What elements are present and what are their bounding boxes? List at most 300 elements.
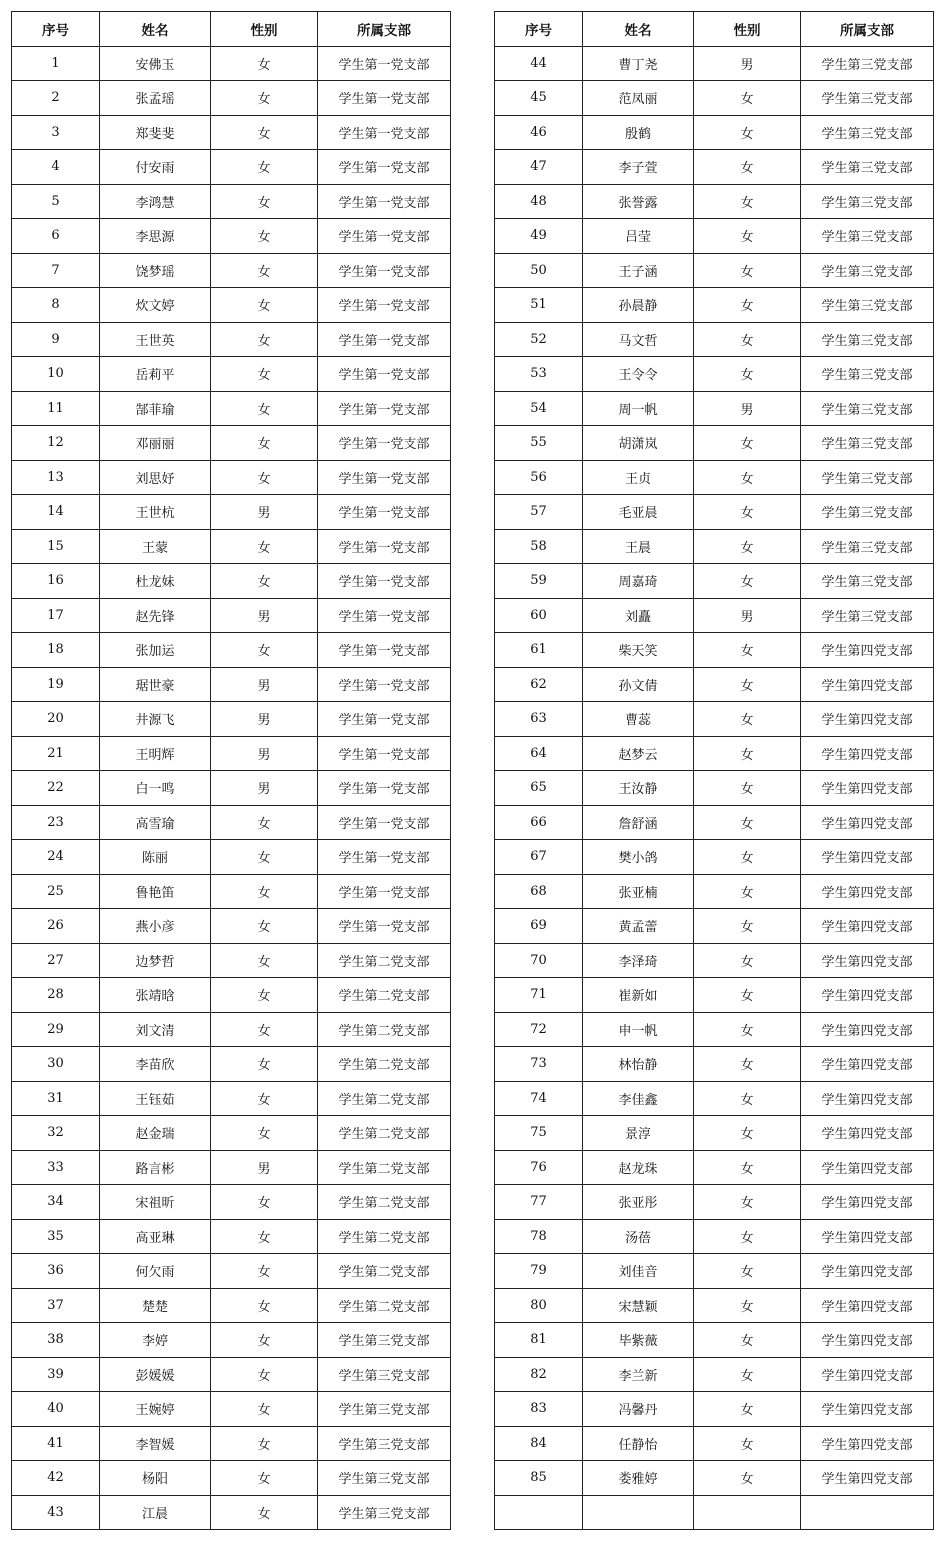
cell-branch: 学生第四党支部: [801, 633, 934, 668]
cell-name: 赵金瑞: [100, 1116, 211, 1151]
cell-index: 64: [495, 736, 583, 771]
cell-branch: 学生第四党支部: [801, 1254, 934, 1289]
header-gender: 性别: [694, 12, 801, 47]
cell-branch: 学生第三党支部: [801, 219, 934, 254]
table-row: [12, 495, 451, 530]
table-row: [12, 322, 451, 357]
header-index: 序号: [495, 12, 583, 47]
cell-branch: 学生第一党支部: [318, 702, 451, 737]
cell-index: 60: [495, 598, 583, 633]
cell-gender: 女: [211, 1219, 318, 1254]
cell-branch: 学生第二党支部: [318, 1081, 451, 1116]
cell-name: 李苗欣: [100, 1047, 211, 1082]
cell-name: 刘文清: [100, 1012, 211, 1047]
table-row: [12, 840, 451, 875]
table-row: [12, 81, 451, 116]
cell-gender: 女: [694, 115, 801, 150]
table-row: [12, 702, 451, 737]
table-row: [495, 322, 934, 357]
table-row: [12, 1461, 451, 1496]
table-row: [495, 426, 934, 461]
cell-index: 18: [12, 633, 100, 668]
cell-name: 王贞: [583, 460, 694, 495]
cell-branch: 学生第三党支部: [801, 322, 934, 357]
cell-index: 70: [495, 943, 583, 978]
table-row: [495, 219, 934, 254]
cell-name: 王世杭: [100, 495, 211, 530]
cell-branch: 学生第二党支部: [318, 943, 451, 978]
cell-name: 张加运: [100, 633, 211, 668]
cell-name: 李兰新: [583, 1357, 694, 1392]
cell-name: 李泽琦: [583, 943, 694, 978]
cell-name: 范凤丽: [583, 81, 694, 116]
cell-index: 56: [495, 460, 583, 495]
table-row: [12, 1012, 451, 1047]
cell-name: 毕紫薇: [583, 1323, 694, 1358]
table-row: [495, 46, 934, 81]
cell-index: 58: [495, 529, 583, 564]
cell-branch: 学生第三党支部: [801, 81, 934, 116]
cell-name: 胡潇岚: [583, 426, 694, 461]
cell-name: 李子萱: [583, 150, 694, 185]
cell-gender: 女: [211, 1254, 318, 1289]
table-row: [12, 1288, 451, 1323]
cell-name: 高亚琳: [100, 1219, 211, 1254]
table-row: [12, 633, 451, 668]
cell-branch: 学生第一党支部: [318, 598, 451, 633]
cell-index: 24: [12, 840, 100, 875]
cell-branch: 学生第二党支部: [318, 978, 451, 1013]
cell-branch: 学生第三党支部: [801, 150, 934, 185]
cell-index: 36: [12, 1254, 100, 1289]
cell-name: 琚世豪: [100, 667, 211, 702]
cell-branch: 学生第四党支部: [801, 1047, 934, 1082]
table-row: [12, 150, 451, 185]
cell-branch: 学生第三党支部: [801, 564, 934, 599]
table-row: [495, 736, 934, 771]
cell-name: 刘矗: [583, 598, 694, 633]
cell-index: 48: [495, 184, 583, 219]
table-row: [495, 702, 934, 737]
cell-gender: 男: [211, 771, 318, 806]
cell-index: 50: [495, 253, 583, 288]
cell-name: 林怡静: [583, 1047, 694, 1082]
table-row: [495, 1288, 934, 1323]
cell-index: 41: [12, 1426, 100, 1461]
cell-name: 张亚彤: [583, 1185, 694, 1220]
table-row: [12, 1495, 451, 1530]
cell-name: 邓丽丽: [100, 426, 211, 461]
table-row: [495, 840, 934, 875]
cell-gender: 女: [694, 150, 801, 185]
cell-branch: 学生第三党支部: [318, 1461, 451, 1496]
cell-name: 赵龙珠: [583, 1150, 694, 1185]
cell-gender: 女: [694, 1012, 801, 1047]
table-row: [495, 529, 934, 564]
cell-name: 杜龙妹: [100, 564, 211, 599]
roster-body-left: [12, 46, 451, 1530]
table-row: [12, 1254, 451, 1289]
cell-gender: 女: [694, 495, 801, 530]
cell-gender: 女: [211, 46, 318, 81]
cell-index: 5: [12, 184, 100, 219]
cell-name: 彭媛媛: [100, 1357, 211, 1392]
cell-gender: 男: [211, 736, 318, 771]
table-row: [12, 219, 451, 254]
cell-index: 71: [495, 978, 583, 1013]
cell-name: 何欠雨: [100, 1254, 211, 1289]
cell-branch: 学生第一党支部: [318, 736, 451, 771]
cell-name: 柴天笑: [583, 633, 694, 668]
cell-gender: 女: [694, 322, 801, 357]
cell-branch: 学生第三党支部: [318, 1323, 451, 1358]
cell-gender: 男: [211, 667, 318, 702]
header-name: 姓名: [100, 12, 211, 47]
cell-name: 宋祖昕: [100, 1185, 211, 1220]
cell-index: 13: [12, 460, 100, 495]
header-row: [495, 12, 934, 47]
cell-gender: 女: [211, 322, 318, 357]
cell-name: 詹舒涵: [583, 805, 694, 840]
cell-branch: 学生第三党支部: [801, 288, 934, 323]
cell-name: 吕莹: [583, 219, 694, 254]
cell-index: 22: [12, 771, 100, 806]
cell-branch: 学生第一党支部: [318, 150, 451, 185]
cell-index: 27: [12, 943, 100, 978]
cell-branch: 学生第一党支部: [318, 529, 451, 564]
cell-index: 15: [12, 529, 100, 564]
cell-branch: 学生第一党支部: [318, 184, 451, 219]
table-row: [12, 46, 451, 81]
cell-index: 57: [495, 495, 583, 530]
cell-index: 43: [12, 1495, 100, 1530]
table-row: [495, 564, 934, 599]
cell-index: 7: [12, 253, 100, 288]
cell-index: 69: [495, 909, 583, 944]
table-row: [12, 357, 451, 392]
cell-gender: 女: [211, 1012, 318, 1047]
table-row: [12, 771, 451, 806]
cell-gender: 女: [694, 1116, 801, 1151]
cell-gender: 女: [211, 1288, 318, 1323]
cell-name: 宋慧颖: [583, 1288, 694, 1323]
table-row: [495, 805, 934, 840]
cell-gender: 女: [694, 840, 801, 875]
cell-branch: 学生第四党支部: [801, 805, 934, 840]
cell-index: 49: [495, 219, 583, 254]
cell-index: 76: [495, 1150, 583, 1185]
cell-branch: 学生第四党支部: [801, 1288, 934, 1323]
cell-name: 马文哲: [583, 322, 694, 357]
cell-branch: 学生第四党支部: [801, 667, 934, 702]
cell-index: 31: [12, 1081, 100, 1116]
cell-branch: 学生第四党支部: [801, 1219, 934, 1254]
table-row: [495, 184, 934, 219]
cell-index: 85: [495, 1461, 583, 1496]
table-row: [495, 357, 934, 392]
cell-index: 20: [12, 702, 100, 737]
cell-gender: 女: [211, 288, 318, 323]
cell-branch: 学生第一党支部: [318, 874, 451, 909]
cell-branch: 学生第一党支部: [318, 771, 451, 806]
cell-gender: 女: [211, 460, 318, 495]
cell-name: 冯馨丹: [583, 1392, 694, 1427]
table-row: [12, 667, 451, 702]
cell-gender: 女: [211, 909, 318, 944]
cell-branch: 学生第一党支部: [318, 391, 451, 426]
cell-branch: 学生第四党支部: [801, 1392, 934, 1427]
cell-name: 崔新如: [583, 978, 694, 1013]
cell-name: 王令令: [583, 357, 694, 392]
cell-branch: 学生第一党支部: [318, 460, 451, 495]
cell-name: 王明辉: [100, 736, 211, 771]
cell-branch: 学生第三党支部: [801, 46, 934, 81]
cell-branch: 学生第一党支部: [318, 633, 451, 668]
table-row: [495, 1185, 934, 1220]
cell-gender: 女: [694, 633, 801, 668]
cell-gender: 女: [211, 1081, 318, 1116]
table-row: [12, 184, 451, 219]
cell-branch: 学生第二党支部: [318, 1185, 451, 1220]
roster-table-left: [11, 11, 451, 1530]
cell-name: 路言彬: [100, 1150, 211, 1185]
cell-gender: 男: [211, 598, 318, 633]
cell-gender: 女: [694, 460, 801, 495]
cell-name: 王世英: [100, 322, 211, 357]
cell-index: 16: [12, 564, 100, 599]
cell-gender: 男: [694, 598, 801, 633]
cell-index: 37: [12, 1288, 100, 1323]
cell-name: 王钰茹: [100, 1081, 211, 1116]
cell-name: 毛亚晨: [583, 495, 694, 530]
cell-name: 娄雅婷: [583, 1461, 694, 1496]
cell-gender: 女: [694, 1392, 801, 1427]
cell-branch: 学生第二党支部: [318, 1150, 451, 1185]
cell-name: 鲁艳笛: [100, 874, 211, 909]
cell-name: 杨阳: [100, 1461, 211, 1496]
cell-branch: 学生第一党支部: [318, 667, 451, 702]
table-row: [495, 1047, 934, 1082]
table-row: [495, 1081, 934, 1116]
cell-index: 75: [495, 1116, 583, 1151]
cell-branch: 学生第三党支部: [801, 426, 934, 461]
cell-index: 6: [12, 219, 100, 254]
table-row: [495, 460, 934, 495]
cell-gender: 女: [694, 288, 801, 323]
cell-gender: [694, 1495, 801, 1530]
cell-index: 32: [12, 1116, 100, 1151]
cell-gender: 女: [211, 943, 318, 978]
table-row: [12, 1219, 451, 1254]
cell-index: 46: [495, 115, 583, 150]
cell-name: 申一帆: [583, 1012, 694, 1047]
cell-index: 61: [495, 633, 583, 668]
cell-branch: [801, 1495, 934, 1530]
cell-index: 63: [495, 702, 583, 737]
cell-branch: 学生第四党支部: [801, 874, 934, 909]
cell-name: 樊小鸽: [583, 840, 694, 875]
cell-gender: 女: [694, 1461, 801, 1496]
cell-branch: 学生第三党支部: [801, 253, 934, 288]
cell-branch: 学生第三党支部: [801, 115, 934, 150]
cell-branch: 学生第二党支部: [318, 1116, 451, 1151]
table-row: [495, 81, 934, 116]
cell-name: 付安雨: [100, 150, 211, 185]
table-row: [495, 253, 934, 288]
cell-gender: 女: [694, 426, 801, 461]
cell-branch: 学生第一党支部: [318, 115, 451, 150]
table-row: [495, 1461, 934, 1496]
table-row: [12, 253, 451, 288]
cell-branch: 学生第四党支部: [801, 909, 934, 944]
cell-gender: 女: [694, 253, 801, 288]
cell-index: 23: [12, 805, 100, 840]
table-row: [495, 115, 934, 150]
cell-name: 周一帆: [583, 391, 694, 426]
table-row: [12, 426, 451, 461]
cell-gender: 女: [694, 771, 801, 806]
cell-index: 33: [12, 1150, 100, 1185]
cell-index: 39: [12, 1357, 100, 1392]
cell-name: 张靖晗: [100, 978, 211, 1013]
table-row: [495, 943, 934, 978]
cell-index: 47: [495, 150, 583, 185]
table-row: [12, 288, 451, 323]
cell-branch: 学生第三党支部: [318, 1357, 451, 1392]
cell-branch: 学生第三党支部: [801, 460, 934, 495]
header-branch: 所属支部: [801, 12, 934, 47]
cell-branch: 学生第四党支部: [801, 1081, 934, 1116]
cell-name: 任静怡: [583, 1426, 694, 1461]
cell-branch: 学生第二党支部: [318, 1219, 451, 1254]
cell-branch: 学生第一党支部: [318, 805, 451, 840]
table-row: [12, 943, 451, 978]
cell-name: 张誉露: [583, 184, 694, 219]
cell-branch: 学生第一党支部: [318, 426, 451, 461]
cell-gender: 女: [694, 943, 801, 978]
cell-name: 高雪瑜: [100, 805, 211, 840]
cell-index: 80: [495, 1288, 583, 1323]
cell-name: 饶梦瑶: [100, 253, 211, 288]
cell-gender: 女: [694, 978, 801, 1013]
cell-gender: 女: [694, 184, 801, 219]
table-row: [12, 1323, 451, 1358]
cell-gender: 女: [211, 978, 318, 1013]
cell-index: 35: [12, 1219, 100, 1254]
cell-name: 安佛玉: [100, 46, 211, 81]
cell-gender: 女: [211, 81, 318, 116]
cell-name: 张孟瑶: [100, 81, 211, 116]
table-row: [495, 391, 934, 426]
table-row: [495, 1323, 934, 1358]
cell-name: 王蒙: [100, 529, 211, 564]
cell-gender: 女: [694, 1185, 801, 1220]
cell-gender: 女: [694, 1288, 801, 1323]
cell-gender: 女: [694, 736, 801, 771]
header-branch: 所属支部: [318, 12, 451, 47]
cell-gender: 女: [211, 1461, 318, 1496]
cell-gender: 女: [694, 1150, 801, 1185]
table-row: [495, 771, 934, 806]
cell-index: 66: [495, 805, 583, 840]
cell-branch: 学生第四党支部: [801, 943, 934, 978]
cell-branch: 学生第一党支部: [318, 288, 451, 323]
cell-branch: 学生第三党支部: [801, 529, 934, 564]
cell-index: 55: [495, 426, 583, 461]
cell-branch: 学生第四党支部: [801, 1323, 934, 1358]
cell-gender: 女: [694, 805, 801, 840]
cell-branch: 学生第三党支部: [801, 391, 934, 426]
cell-branch: 学生第一党支部: [318, 564, 451, 599]
cell-gender: 女: [211, 874, 318, 909]
cell-branch: 学生第一党支部: [318, 322, 451, 357]
cell-index: 59: [495, 564, 583, 599]
cell-name: 黄孟蕾: [583, 909, 694, 944]
cell-gender: 女: [211, 357, 318, 392]
cell-index: 65: [495, 771, 583, 806]
cell-index: 83: [495, 1392, 583, 1427]
cell-gender: 女: [694, 1047, 801, 1082]
cell-branch: 学生第一党支部: [318, 357, 451, 392]
cell-gender: 女: [211, 1357, 318, 1392]
table-row: [495, 909, 934, 944]
table-row: [12, 736, 451, 771]
header-gender: 性别: [211, 12, 318, 47]
table-row: [495, 1426, 934, 1461]
cell-name: 岳莉平: [100, 357, 211, 392]
cell-branch: 学生第一党支部: [318, 219, 451, 254]
cell-branch: 学生第四党支部: [801, 1116, 934, 1151]
cell-branch: 学生第三党支部: [318, 1392, 451, 1427]
cell-gender: 女: [694, 357, 801, 392]
cell-name: 炊文婷: [100, 288, 211, 323]
cell-gender: 女: [694, 1323, 801, 1358]
cell-index: 44: [495, 46, 583, 81]
cell-name: 赵先锋: [100, 598, 211, 633]
cell-index: 72: [495, 1012, 583, 1047]
cell-gender: 女: [211, 150, 318, 185]
cell-branch: 学生第三党支部: [318, 1495, 451, 1530]
cell-gender: 女: [211, 564, 318, 599]
roster-table-right: [494, 11, 934, 1530]
cell-index: 81: [495, 1323, 583, 1358]
cell-name: 李思源: [100, 219, 211, 254]
cell-branch: 学生第四党支部: [801, 978, 934, 1013]
cell-gender: 女: [694, 529, 801, 564]
cell-name: 赵梦云: [583, 736, 694, 771]
cell-index: 34: [12, 1185, 100, 1220]
header-index: 序号: [12, 12, 100, 47]
cell-gender: 女: [211, 1047, 318, 1082]
cell-name: 殷鹤: [583, 115, 694, 150]
cell-index: [495, 1495, 583, 1530]
cell-gender: 女: [211, 1426, 318, 1461]
cell-branch: 学生第三党支部: [801, 357, 934, 392]
cell-gender: 女: [211, 1323, 318, 1358]
cell-index: 79: [495, 1254, 583, 1289]
cell-index: 38: [12, 1323, 100, 1358]
cell-gender: 女: [694, 1219, 801, 1254]
cell-index: 25: [12, 874, 100, 909]
cell-branch: 学生第四党支部: [801, 1426, 934, 1461]
table-row: [12, 598, 451, 633]
cell-gender: 女: [211, 805, 318, 840]
cell-gender: 女: [211, 1185, 318, 1220]
table-row: [495, 598, 934, 633]
cell-index: 45: [495, 81, 583, 116]
table-row: [12, 1150, 451, 1185]
cell-index: 19: [12, 667, 100, 702]
